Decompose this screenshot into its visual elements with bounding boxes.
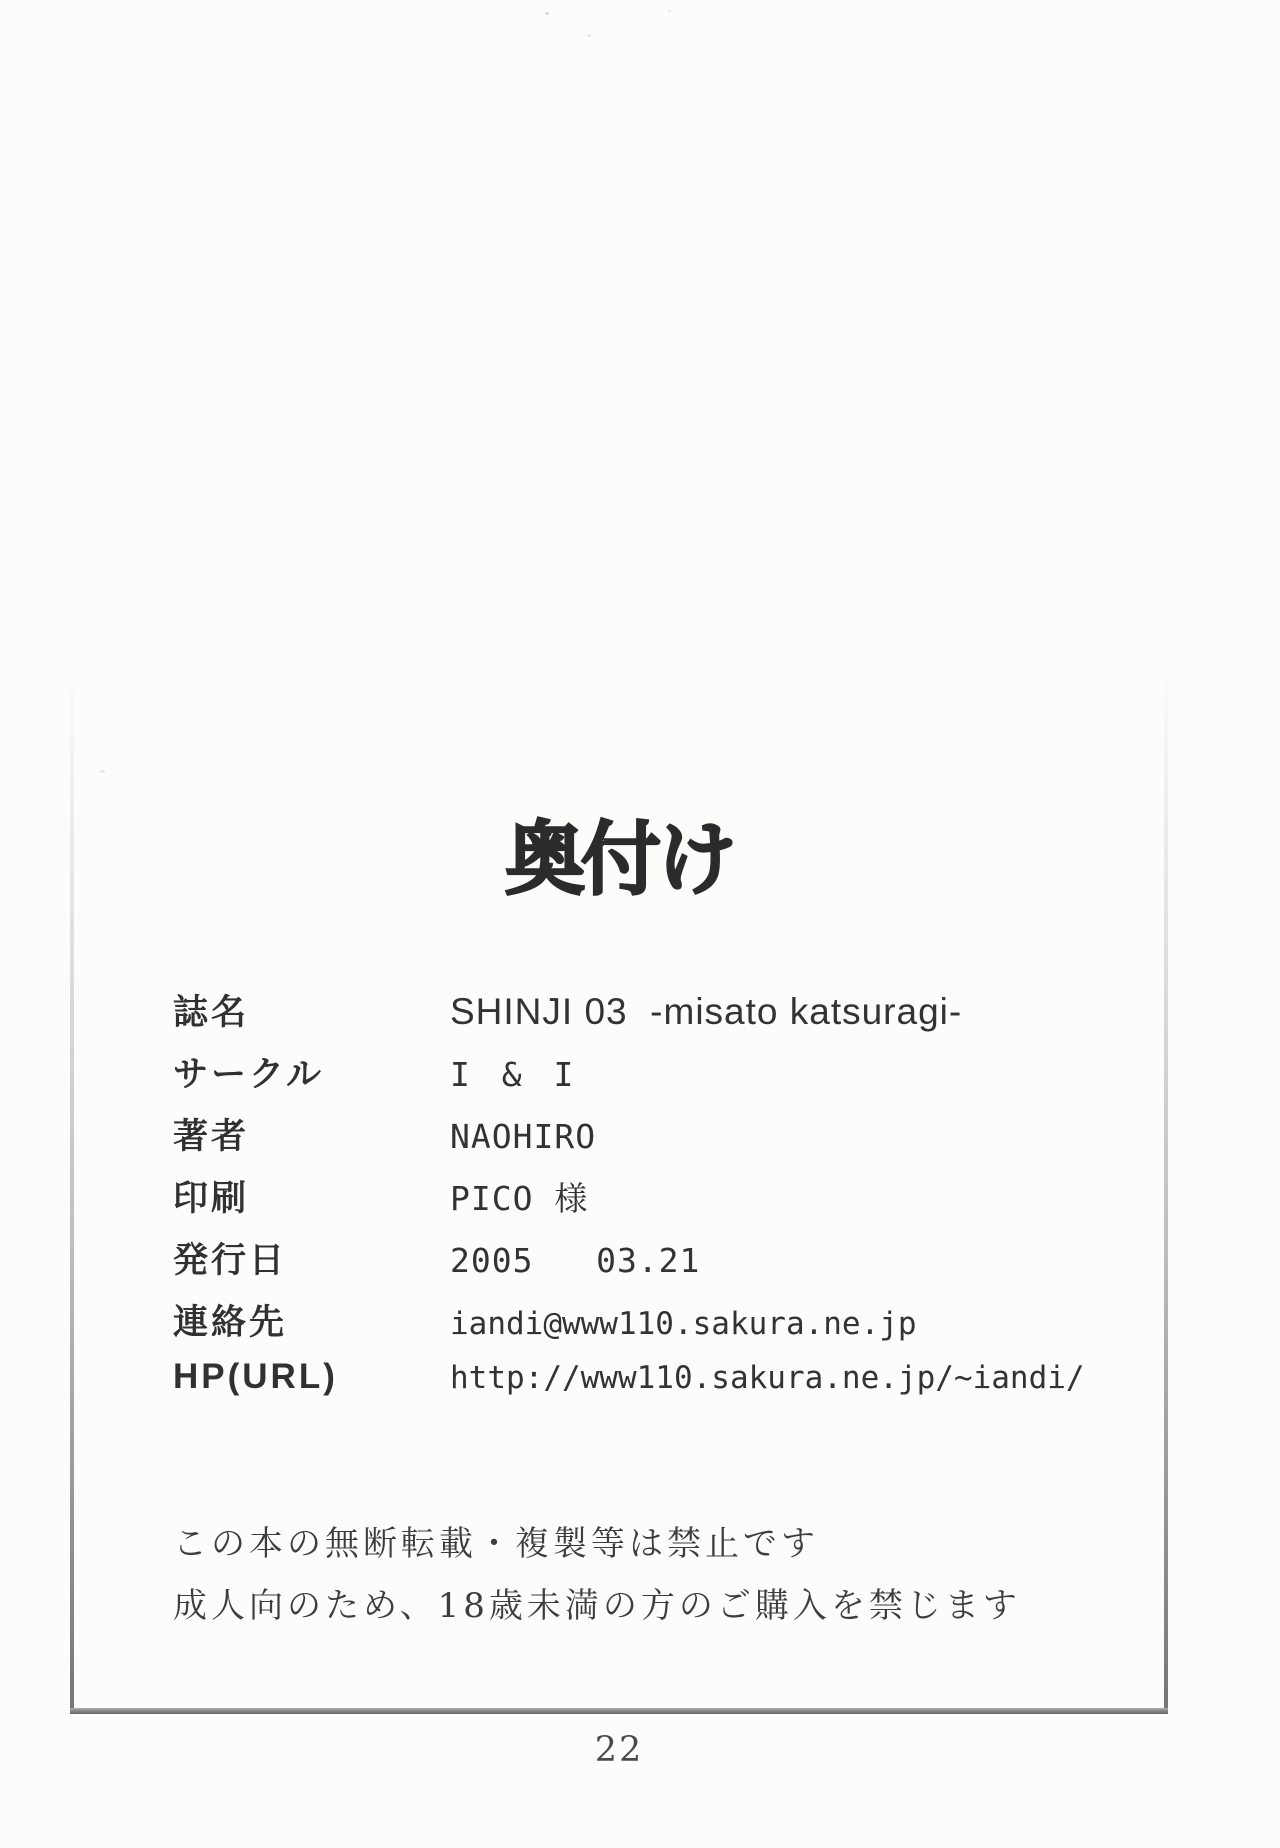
row-label: 著者	[173, 1117, 250, 1156]
row-value-author: NAOHIRO	[450, 1117, 597, 1156]
row-value-homepage-url: http://www110.sakura.ne.jp/~iandi/	[450, 1360, 1085, 1396]
scan-speck	[545, 12, 549, 15]
page-title: 奥付け	[505, 813, 733, 906]
notices-block	[173, 1522, 1021, 1646]
row-label: 印刷	[173, 1179, 250, 1218]
scan-speck	[100, 770, 105, 773]
colophon-row-title	[173, 985, 1085, 1047]
colophon-row-homepage	[173, 1357, 1085, 1419]
colophon-row-printer	[173, 1171, 1085, 1233]
colophon-row-circle	[173, 1047, 1085, 1109]
row-label: HP(URL)	[173, 1357, 338, 1396]
colophon-row-author	[173, 1109, 1085, 1171]
row-label: 連絡先	[173, 1303, 288, 1342]
row-value-circle: I & I	[450, 1055, 580, 1094]
copyright-notice: この本の無断転載・複製等は禁止です	[173, 1524, 819, 1564]
row-value-book-title: SHINJI 03 -misato katsuragi-	[450, 991, 963, 1032]
row-value-publish-date: 2005 03.21	[450, 1241, 701, 1280]
row-label: 発行日	[173, 1241, 288, 1280]
row-label: サークル	[173, 1055, 324, 1094]
row-value-contact-email: iandi@www110.sakura.ne.jp	[450, 1306, 917, 1342]
colophon-table	[173, 985, 1085, 1419]
colophon-row-contact	[173, 1295, 1085, 1357]
row-label: 誌名	[173, 993, 250, 1032]
scan-speck	[668, 10, 671, 12]
colophon-row-publish-date	[173, 1233, 1085, 1295]
age-restriction-notice: 成人向のため、18歳未満の方のご購入を禁じます	[173, 1586, 1021, 1626]
row-value-printer: PICO 様	[450, 1179, 589, 1218]
scan-speck	[588, 34, 591, 37]
frame-border-bottom	[70, 1708, 1168, 1714]
page-number: 22	[594, 1730, 644, 1770]
